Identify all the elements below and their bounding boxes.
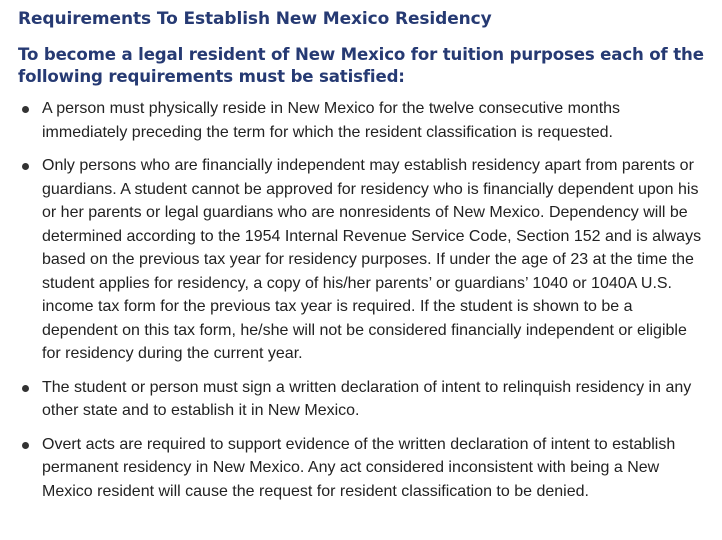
list-item	[18, 97, 707, 144]
requirement-text: A person must physically reside in New Mexico for the twelve consecutive months immediately preceding the term for which the resident classification is requested.	[42, 100, 621, 141]
page-title: Requirements To Establish New Mexico Residency	[18, 9, 492, 29]
list-item	[18, 376, 707, 423]
requirements-list	[18, 97, 712, 503]
bullet-icon	[22, 106, 29, 113]
bullet-icon	[22, 442, 29, 449]
list-item	[18, 154, 707, 366]
section-intro: To become a legal resident of New Mexico for tuition purposes each of the following requirements must be satisfied:	[18, 45, 704, 86]
requirement-text: The student or person must sign a written declaration of intent to relinquish residency in any other state and to establish it in New Mexico.	[42, 378, 692, 419]
requirement-text: Only persons who are financially independent may establish residency apart from parents or guardians. A student cannot be approved for residency who is financially dependent upon his or her parents or legal guardians who are nonresidents of New Mexico. Dependency will be determined according to the 1954 Internal Revenue Service Code, Section 152 and is always based on the previous tax year for residency purposes. If under the age of 23 at the time the student applies for residency, a copy of his/her parents’ or guardians’ 1040 or 1040A U.S. income tax form for the previous tax year is required. If the student is shown to be a dependent on this tax form, he/she will not be considered financially independent or eligible for residency during the current year.	[42, 157, 702, 362]
list-item	[18, 433, 707, 504]
requirement-text: Overt acts are required to support evidence of the written declaration of intent to establish permanent residency in New Mexico. Any act considered inconsistent with being a New Mexico resident will cause the request for resident classification to be denied.	[42, 435, 676, 500]
bullet-icon	[22, 385, 29, 392]
bullet-icon	[22, 163, 29, 170]
